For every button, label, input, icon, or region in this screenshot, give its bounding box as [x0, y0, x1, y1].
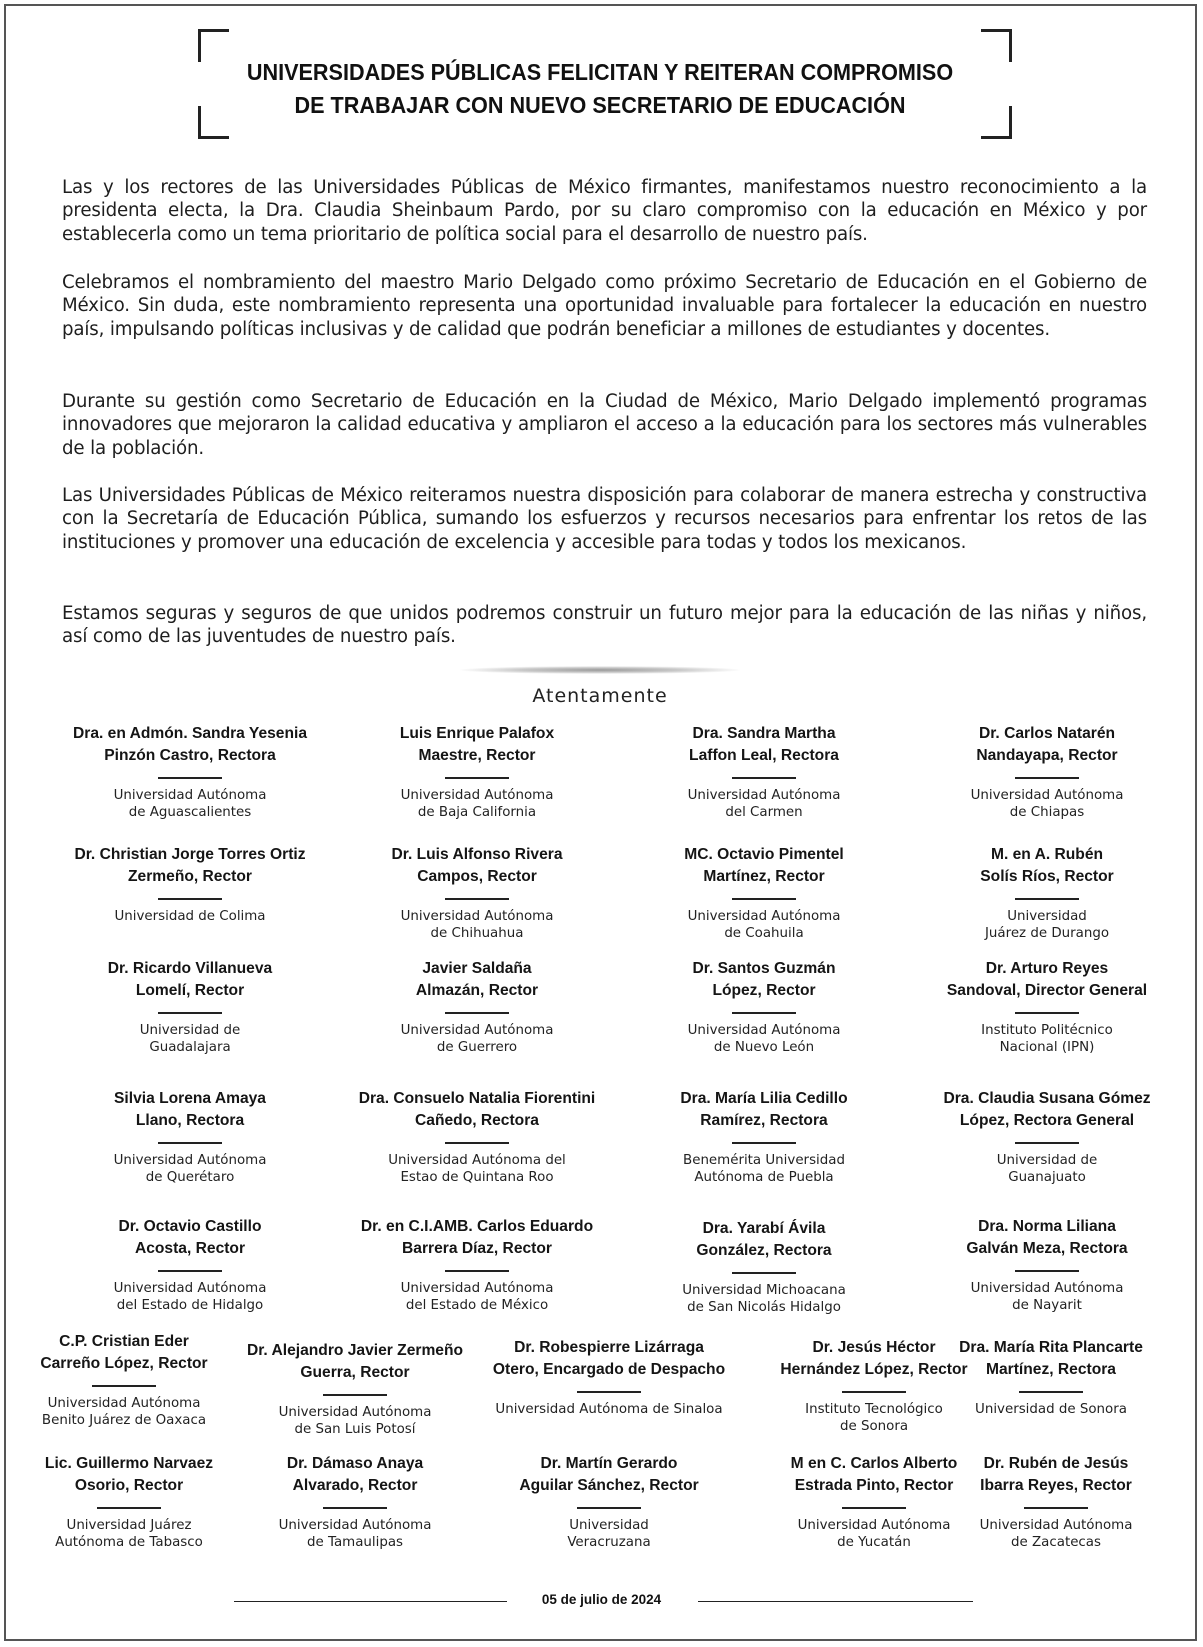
signatory-institution: Universidad Autónoma del Carmen — [687, 788, 841, 820]
signatory-name: MC. Octavio Pimentel Martínez, Rector — [684, 846, 844, 885]
signatory — [469, 1453, 749, 1551]
signatory — [907, 958, 1187, 1056]
title-line-1: UNIVERSIDADES PÚBLICAS FELICITAN Y REITERAN COMPROMISO — [246, 59, 954, 85]
signatory-name: Dr. Santos Guzmán López, Rector — [692, 960, 836, 999]
signature-line — [445, 1142, 509, 1144]
signatory-institution: Universidad Autónoma de Coahuila — [687, 909, 841, 941]
signatory-name: Dr. Arturo Reyes Sandoval, Director General — [946, 960, 1148, 999]
signatory-institution: Universidad Veracruzana — [567, 1518, 651, 1550]
signatory-name: Dra. Sandra Martha Laffon Leal, Rectora — [689, 725, 839, 764]
signatory-name: Javier Saldaña Almazán, Rector — [415, 960, 539, 999]
signature-line — [1015, 1270, 1079, 1272]
signatory-institution: Universidad Autónoma del Estado de México — [400, 1281, 554, 1313]
signature-line — [445, 777, 509, 779]
signatory-institution: Universidad Autónoma de Yucatán — [797, 1518, 951, 1550]
signature-line — [97, 1507, 161, 1509]
signatory-name: Dra. Claudia Susana Gómez López, Rectora General — [943, 1090, 1151, 1129]
signature-line — [158, 1012, 222, 1014]
signature-line — [445, 898, 509, 900]
paragraph-3: Durante su gestión como Secretario de Educación en la Ciudad de México, Mario Delgado implementó programas innovadores que mejoraron la calidad educativa y ampliaron el acceso a la educación para los sectores más vulnerables de la población. — [62, 391, 1147, 459]
signatory-name: Dr. Ricardo Villanueva Lomelí, Rector — [107, 960, 273, 999]
signatory-institution: Universidad Autónoma de Aguascalientes — [113, 788, 267, 820]
paragraph-5: Estamos seguras y seguros de que unidos podremos construir un futuro mejor para la educación de las niñas y niños, así como de las juventudes de nuestro país. — [62, 603, 1147, 648]
signature-line — [445, 1270, 509, 1272]
signatory — [337, 1216, 617, 1314]
title-bracket-top-left — [198, 29, 229, 62]
signatory-institution: Universidad Autónoma de Tamaulipas — [278, 1518, 432, 1550]
signatory — [907, 844, 1187, 942]
signatory-name: Dra. en Admón. Sandra Yesenia Pinzón Castro, Rectora — [73, 725, 307, 764]
signatory-institution: Universidad Autónoma Benito Juárez de Oaxaca — [41, 1396, 207, 1428]
signatory-name: Dra. María Rita Plancarte Martínez, Rectora — [959, 1339, 1143, 1378]
signatory — [916, 1337, 1186, 1418]
signatory-institution: Instituto Politécnico Nacional (IPN) — [981, 1023, 1113, 1055]
signatory — [337, 723, 617, 821]
signatory-name: Dr. Octavio Castillo Acosta, Rector — [118, 1218, 262, 1257]
signature-line — [158, 777, 222, 779]
signatory-institution: Universidad de Guadalajara — [139, 1023, 241, 1055]
signatory-institution: Universidad de Guanajuato — [996, 1153, 1098, 1185]
signatory-institution: Universidad Juárez Autónoma de Tabasco — [55, 1518, 203, 1550]
signatory — [469, 1337, 749, 1418]
signatory-institution: Universidad Autónoma del Estao de Quintana Roo — [388, 1153, 566, 1185]
signatory-name: Dr. Rubén de Jesús Ibarra Reyes, Rector — [980, 1455, 1132, 1494]
signatory — [50, 958, 330, 1056]
signatory-institution: Benemérita Universidad Autónoma de Puebla — [683, 1153, 845, 1185]
signatory-name: Dr. Martín Gerardo Aguilar Sánchez, Rector — [519, 1455, 699, 1494]
signatory-name: C.P. Cristian Eder Carreño López, Rector — [40, 1333, 208, 1372]
signature-line — [732, 1272, 796, 1274]
signatory-institution: Universidad Michoacana de San Nicolás Hidalgo — [682, 1283, 846, 1315]
signature-line — [577, 1507, 641, 1509]
paragraph-4: Las Universidades Públicas de México reiteramos nuestra disposición para colaborar de manera estrecha y constructiva con la Secretaría de Educación Pública, sumando los esfuerzos y recursos necesarios para enfrentar los retos de las instituciones y promover una educación de excelencia y accesible para todas y todos los mexicanos. — [62, 485, 1147, 553]
signatory-name: Dr. Christian Jorge Torres Ortiz Zermeño, Rector — [74, 846, 306, 885]
signatory — [624, 844, 904, 942]
signature-line — [323, 1507, 387, 1509]
signatory — [624, 958, 904, 1056]
signatory — [50, 844, 330, 925]
signature-line — [732, 1012, 796, 1014]
signature-line — [732, 777, 796, 779]
signatory-name: M. en A. Rubén Solís Ríos, Rector — [980, 846, 1114, 885]
decorative-divider — [460, 666, 740, 674]
signature-line — [1024, 1507, 1088, 1509]
title-bracket-bottom-left — [198, 106, 229, 139]
signatory — [624, 723, 904, 821]
signatory-institution: Universidad Autónoma de Guerrero — [400, 1023, 554, 1055]
signatory-name: Dr. Robespierre Lizárraga Otero, Encargado de Despacho — [492, 1339, 726, 1378]
signature-line — [1015, 898, 1079, 900]
signatory — [337, 958, 617, 1056]
signatory-name: Dra. Consuelo Natalia Fiorentini Cañedo, Rectora — [358, 1090, 596, 1129]
signatory — [50, 1216, 330, 1314]
paragraph-1: Las y los rectores de las Universidades Públicas de México firmantes, manifestamos nuestro reconocimiento a la presidenta electa, la Dra. Claudia Sheinbaum Pardo, por su claro compromiso con la educación en México y por establecerla como un tema prioritario de política social para el desarrollo de nuestro país. — [62, 177, 1147, 245]
signatory-name: Dr. Alejandro Javier Zermeño Guerra, Rector — [246, 1342, 464, 1381]
title-line-2: DE TRABAJAR CON NUEVO SECRETARIO DE EDUCACIÓN — [294, 92, 906, 118]
signatory-institution: Universidad de Sonora — [975, 1402, 1127, 1417]
signatory-name: Dra. Norma Liliana Galván Meza, Rectora — [966, 1218, 1128, 1257]
title-bracket-bottom-right — [981, 106, 1012, 139]
paragraph-2: Celebramos el nombramiento del maestro Mario Delgado como próximo Secretario de Educación en el Gobierno de México. Sin duda, este nombramiento representa una oportunidad invaluable para fortalecer la educación en nuestro país, impulsando políticas inclusivas y de calidad que podrán beneficiar a millones de estudiantes y docentes. — [62, 272, 1147, 340]
signatory-institution: Universidad Autónoma de Chihuahua — [400, 909, 554, 941]
signatory-institution: Universidad Juárez de Durango — [984, 909, 1110, 941]
signatory-institution: Universidad Autónoma de San Luis Potosí — [278, 1405, 432, 1437]
signatory-name: Dr. Carlos Natarén Nandayapa, Rector — [976, 725, 1118, 764]
signature-line — [1015, 777, 1079, 779]
signatory-name: M en C. Carlos Alberto Estrada Pinto, Rector — [790, 1455, 958, 1494]
signatory — [907, 1216, 1187, 1314]
signatory — [215, 1453, 495, 1551]
signatory-name: Lic. Guillermo Narvaez Osorio, Rector — [44, 1455, 214, 1494]
signatory — [907, 1088, 1187, 1186]
signatory-name: Luis Enrique Palafox Maestre, Rector — [399, 725, 555, 764]
signatory — [337, 844, 617, 942]
signature-line — [158, 898, 222, 900]
signatory-name: Dra. María Lilia Cedillo Ramírez, Rectora — [680, 1090, 848, 1129]
document-date: 05 de julio de 2024 — [541, 1592, 662, 1607]
signatory — [50, 723, 330, 821]
signatory-name: Dr. Jesús Héctor Hernández López, Rector — [780, 1339, 968, 1378]
signatory-institution: Universidad Autónoma del Estado de Hidalgo — [113, 1281, 267, 1313]
signatory-institution: Universidad Autónoma de Nuevo León — [687, 1023, 841, 1055]
signature-line — [1015, 1012, 1079, 1014]
signatory-institution: Universidad Autónoma de Baja California — [400, 788, 554, 820]
signatory-name: Dr. Luis Alfonso Rivera Campos, Rector — [391, 846, 563, 885]
signature-line — [1019, 1391, 1083, 1393]
signatory — [50, 1088, 330, 1186]
signature-line — [158, 1270, 222, 1272]
signatory-name: Silvia Lorena Amaya Llano, Rectora — [114, 1090, 266, 1129]
signature-line — [323, 1394, 387, 1396]
signatory — [624, 1218, 904, 1316]
signature-line — [842, 1391, 906, 1393]
signature-line — [577, 1391, 641, 1393]
signature-line — [842, 1507, 906, 1509]
signatory-name: Dr. en C.I.AMB. Carlos Eduardo Barrera Díaz, Rector — [360, 1218, 594, 1257]
date-rule-left — [234, 1601, 507, 1602]
signatory-name: Dra. Yarabí Ávila González, Rectora — [696, 1220, 832, 1259]
closing-salutation: Atentamente — [532, 685, 668, 707]
page-title — [243, 56, 957, 122]
signature-line — [158, 1142, 222, 1144]
title-bracket-top-right — [981, 29, 1012, 62]
signature-line — [92, 1385, 156, 1387]
signature-line — [732, 898, 796, 900]
signatory — [624, 1088, 904, 1186]
signatory-institution: Universidad Autónoma de Zacatecas — [979, 1518, 1133, 1550]
signatory-institution: Instituto Tecnológico de Sonora — [805, 1402, 943, 1434]
signatory-institution: Universidad de Colima — [114, 909, 266, 924]
signature-line — [1015, 1142, 1079, 1144]
signature-line — [732, 1142, 796, 1144]
date-rule-right — [698, 1601, 973, 1602]
signatory — [907, 723, 1187, 821]
signature-line — [445, 1012, 509, 1014]
signatory-institution: Universidad Autónoma de Querétaro — [113, 1153, 267, 1185]
signatory — [921, 1453, 1191, 1551]
signatory — [337, 1088, 617, 1186]
signatory — [215, 1340, 495, 1438]
signatory-institution: Universidad Autónoma de Chiapas — [970, 788, 1124, 820]
signatory-institution: Universidad Autónoma de Nayarit — [970, 1281, 1124, 1313]
signatory-institution: Universidad Autónoma de Sinaloa — [495, 1402, 723, 1417]
signatory-name: Dr. Dámaso Anaya Alvarado, Rector — [286, 1455, 424, 1494]
